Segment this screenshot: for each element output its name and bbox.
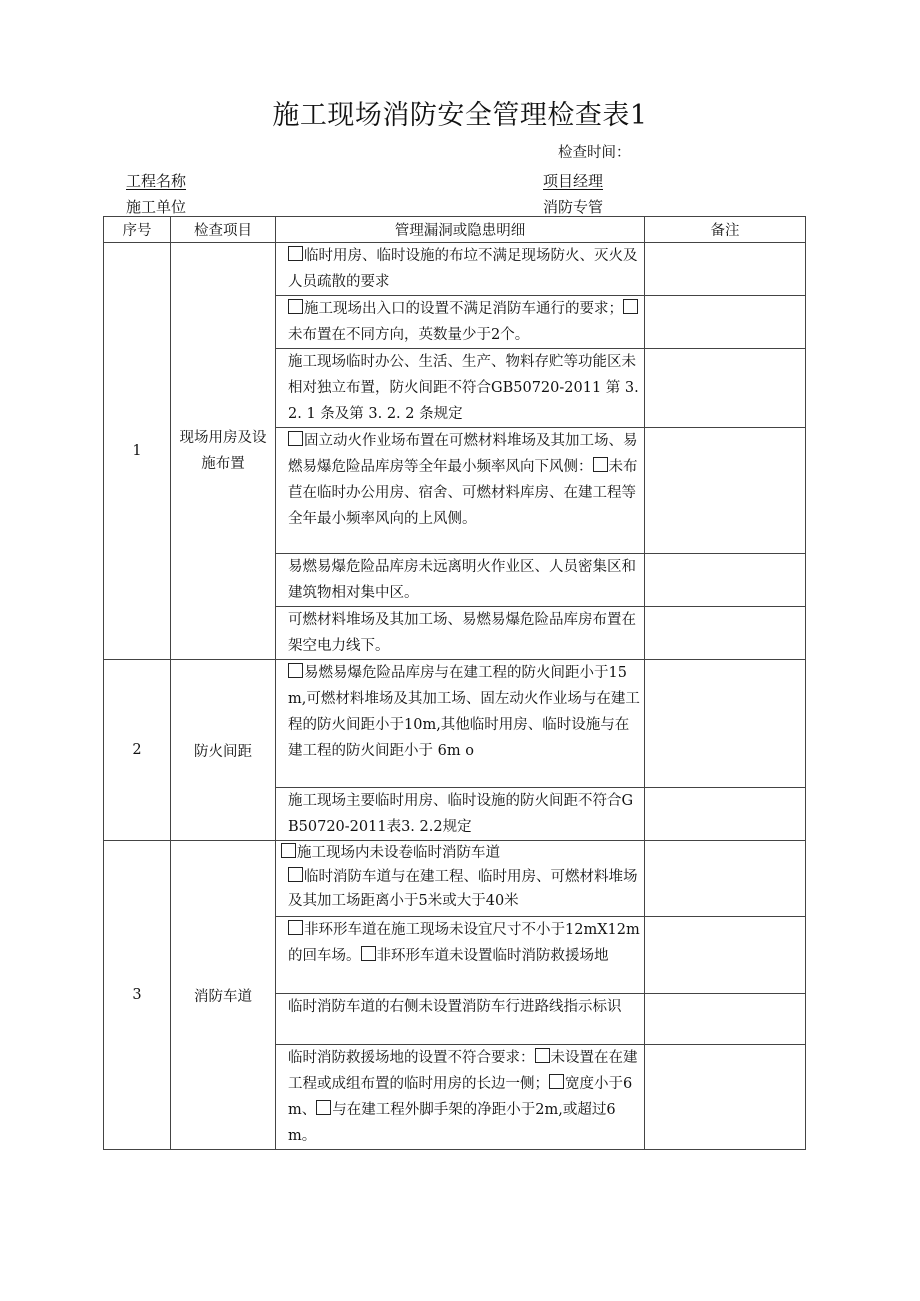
detail-cell: 临时用房、临时设施的布垃不满足现场防火、灭火及人员疏散的要求 — [276, 243, 645, 296]
header-seq: 序号 — [104, 217, 171, 243]
project-manager-label: 项目经理 — [543, 172, 604, 190]
seq-cell: 2 — [104, 660, 171, 841]
page-title: 施工现场消防安全管理检查表1 — [272, 100, 648, 131]
checkbox-icon[interactable] — [288, 299, 303, 314]
detail-cell: 施工现场主要临时用房、临时设施的防火间距不符合GB50720-2011表3. 2.2规定 — [276, 788, 645, 841]
remark-cell — [645, 994, 806, 1045]
detail-cell: 易燃易爆危险品库房与在建工程的防火间距小于15m,可燃材料堆场及其加工场、固左动火作业场与在建工程的防火间距小于10m,其他临时用房、临时设施与在建工程的防火间距小于 6m o — [276, 660, 645, 788]
remark-cell — [645, 428, 806, 554]
inspection-time-label: 检查时间： — [558, 145, 631, 161]
checkbox-icon[interactable] — [535, 1048, 550, 1063]
table-row — [104, 660, 806, 788]
item-cell: 防火间距 — [171, 660, 276, 841]
remark-cell — [645, 349, 806, 428]
detail-cell: 易燃易爆危险品库房未远离明火作业区、人员密集区和建筑物相对集中区。 — [276, 554, 645, 607]
checkbox-icon[interactable] — [316, 1100, 331, 1115]
seq-cell: 3 — [104, 841, 171, 1150]
table-row — [104, 243, 806, 296]
detail-cell: 临时消防车道的右侧未设置消防车行进路线指示标识 — [276, 994, 645, 1045]
checkbox-icon[interactable] — [549, 1074, 564, 1089]
remark-cell — [645, 841, 806, 917]
checkbox-icon[interactable] — [361, 946, 376, 961]
remark-cell — [645, 607, 806, 660]
project-name-label: 工程名称 — [126, 172, 187, 190]
construction-unit-label: 施工单位 — [126, 198, 187, 216]
checkbox-icon[interactable] — [288, 431, 303, 446]
table-row — [104, 841, 806, 917]
remark-cell — [645, 1045, 806, 1150]
seq-cell: 1 — [104, 243, 171, 660]
checkbox-icon[interactable] — [623, 299, 638, 314]
detail-cell: 施工现场内未设卷临时消防车道 临时消防车道与在建工程、临时用房、可燃材料堆场及其加工场距离小于5米或大于40米 — [276, 841, 645, 917]
remark-cell — [645, 243, 806, 296]
remark-cell — [645, 296, 806, 349]
remark-cell — [645, 660, 806, 788]
inspection-table — [103, 216, 806, 1150]
checkbox-icon[interactable] — [288, 246, 303, 261]
table-header-row — [104, 217, 806, 243]
detail-cell: 施工现场临时办公、生活、生产、物料存贮等功能区未相对独立布置，防火间距不符合GB50720-2011 第 3. 2. 1 条及第 3. 2. 2 条规定 — [276, 349, 645, 428]
detail-cell: 可燃材料堆场及其加工场、易燃易爆危险品库房布置在架空电力线下。 — [276, 607, 645, 660]
remark-cell — [645, 917, 806, 994]
remark-cell — [645, 788, 806, 841]
item-cell: 现场用房及设施布置 — [171, 243, 276, 660]
header-remark: 备注 — [645, 217, 806, 243]
fire-officer-label: 消防专管 — [543, 198, 604, 216]
checkbox-icon[interactable] — [281, 843, 296, 858]
detail-cell: 临时消防救援场地的设置不符合要求： 未设置在在建工程或成组布置的临时用房的长边一侧； 宽度小于6m、 与在建工程外脚手架的净距小于2m,或超过6m。 — [276, 1045, 645, 1150]
header-item: 检查项目 — [171, 217, 276, 243]
header-detail: 管理漏洞或隐患明细 — [276, 217, 645, 243]
detail-cell: 非环形车道在施工现场未设宜尺寸不小于12mX12m的回车场。 非环形车道未设置临时消防救援场地 — [276, 917, 645, 994]
checkbox-icon[interactable] — [288, 920, 303, 935]
detail-cell: 固立动火作业场布置在可燃材料堆场及其加工场、易燃易爆危险品库房等全年最小频率风向下风侧： 未布苣在临时办公用房、宿舍、可燃材料库房、在建工程等全年最小频率风向的上风侧。 — [276, 428, 645, 554]
item-cell: 消防车道 — [171, 841, 276, 1150]
remark-cell — [645, 554, 806, 607]
detail-cell: 施工现场出入口的设置不满足消防车通行的要求；未布置在不同方向，英数量少于2个。 — [276, 296, 645, 349]
checkbox-icon[interactable] — [288, 663, 303, 678]
checkbox-icon[interactable] — [593, 457, 608, 472]
checkbox-icon[interactable] — [288, 867, 303, 882]
